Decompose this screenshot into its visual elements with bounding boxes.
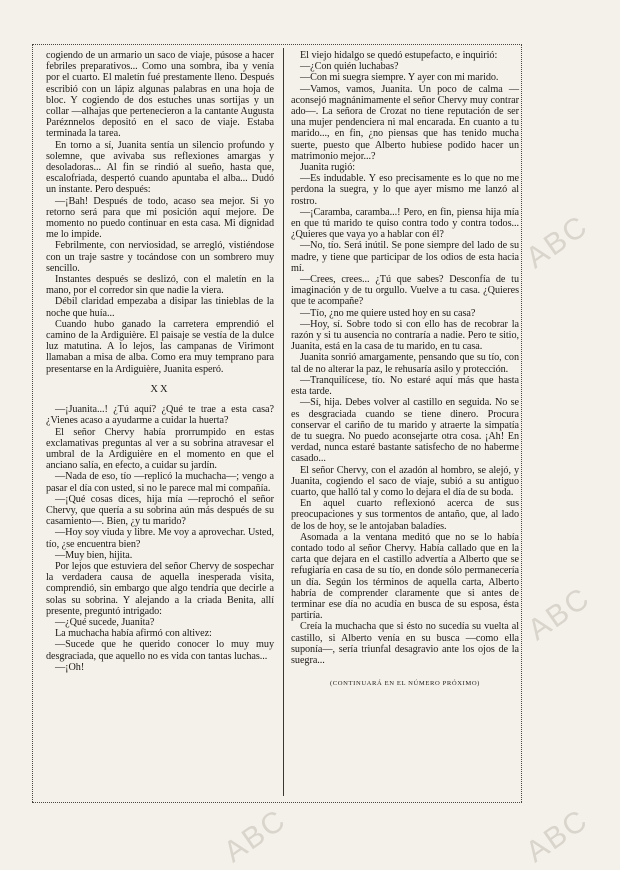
- chapter-heading: XX: [150, 383, 170, 395]
- paragraph: El señor Chervy había prorrumpido en estas exclamativas preguntas al ver a su sobrina atravesar el umbral de la Ardiguière en el momento en que el anciano salía, en efecto, a cuidar su jardín.: [46, 426, 274, 472]
- paragraph: En aquel cuarto reflexionó acerca de sus preocupaciones y sus tormentos de antaño, que, al lado de los de hoy, se le antojaban baladíes.: [291, 498, 519, 532]
- paragraph: —Crees, crees... ¿Tú que sabes? Desconfía de tu imaginación y de tu orgullo. Vuelve a tu casa. ¿Quieres que te acompañe?: [291, 274, 519, 308]
- paragraph: cogiendo de un armario un saco de viaje, púsose a hacer febriles preparativos... Como una sombra, iba y venía por el cuarto. El maletín fué prestamente lleno. Después escribió con un lápiz algunas palabras en una hoja de bloc. Y cogiendo de dos estuches unas sortijas y un collar —alhajas que pertenecieron a la cantante Augusta Paréznnelos depositó en el saco de viaje. Estaba terminada la tarea.: [46, 50, 274, 140]
- watermark: ABC: [520, 209, 595, 276]
- left-column: [46, 50, 274, 673]
- paragraph: El viejo hidalgo se quedó estupefacto, e inquirió:: [300, 50, 498, 61]
- paragraph: —Hoy soy viuda y libre. Me voy a aprovechar. Usted, tío, ¿se encuentra bien?: [46, 527, 274, 550]
- paragraph: —¡Oh!: [55, 661, 85, 673]
- paragraph: —¿Qué sucede, Juanita?: [55, 616, 155, 628]
- paragraph: —Con mi suegra siempre. Y ayer con mi marido.: [300, 72, 499, 84]
- paragraph: —Muy bien, hijita.: [55, 549, 133, 561]
- continuation-note: (CONTINUARÁ EN EL NÚMERO PRÓXIMO): [330, 680, 480, 688]
- paragraph: —¡Caramba, caramba...! Pero, en fin, piensa hija mía en que tú marido te quiso contra todo y contra todos... ¿Quieres que vaya yo a hablar con él?: [291, 206, 519, 241]
- paragraph: —Nada de eso, tío —replicó la muchacha—; vengo a pasar el día con usted, si no le parece mal mi compañía.: [46, 471, 274, 494]
- paragraph: La muchacha había afirmó con altivez:: [55, 628, 212, 640]
- paragraph: Juanita rugió:: [300, 162, 356, 174]
- watermark: ABC: [520, 803, 595, 870]
- paragraph: Instantes después se deslizó, con el maletín en la mano, por el corredor sin que nadie la viera.: [46, 274, 274, 297]
- paragraph: —Sucede que he querido conocer lo muy muy desgraciada, que aquello no es vida con tantas luchas...: [46, 639, 274, 662]
- paragraph: Cuando hubo ganado la carretera emprendió el camino de la Ardiguière. El paisaje se vestía de la dulce luz matutina. A lo lejos, las campanas de Virimont llamaban a misa de alba. Como era muy temprano para presentarse en la Ardiguière, Juanita esperó.: [46, 318, 274, 375]
- paragraph: El señor Chervy, con el azadón al hombro, se alejó, y Juanita, cogiendo el saco de viaje, subió a su antiguo cuarto, que halló tal y como lo dejara el día de su boda.: [291, 464, 519, 498]
- paragraph: Por lejos que estuviera del señor Chervy de sospechar la verdadera causa de aquella inesperada visita, comprendió, sin embargo que algo tendría que decirle a solas su sobrina. Y alejando a la criada Benita, allí presente, preguntó intrigado:: [46, 560, 274, 617]
- paragraph: Juanita sonrió amargamente, pensando que su tío, con tal de no alterar la paz, le rehusaría asilo y protección.: [291, 352, 519, 375]
- paragraph: —¡Juanita...! ¿Tú aquí? ¿Qué te trae a esta casa? ¿Vienes acaso a ayudarme a cuidar la huerta?: [46, 404, 274, 427]
- paragraph: —Sí, hija. Debes volver al castillo en seguida. No se es desgraciada cuando se tiene dinero. Procura conservar el cariño de tu marido y atraerte la simpatía de tu suegra. No puedo aconsejarte otra cosa. ¡Ah! En verdad, nunca estaré bastante satisfecho de no haberme casado...: [291, 397, 519, 465]
- watermark: ABC: [218, 803, 293, 870]
- paragraph: —Tío, ¿no me quiere usted hoy en su casa?: [300, 307, 476, 319]
- paragraph: —¡Bah! Después de todo, acaso sea mejor. Si yo retorno será para que mi posición aquí mejore. De momento no puedo continuar en esta casa. Mi dignidad me lo impide.: [46, 195, 274, 241]
- paragraph: —Vamos, vamos, Juanita. Un poco de calma —aconsejó magnánimamente el señor Chervy muy contrar ado—. La señora de Crozat no tiene reputación de ser una mujer pendenciera ni mal encarada. En cuanto a tu marido..., en fin, ¿no piensas que has tenido mucha suerte, puesto que Alberto hubiese podido hacer un matrimonio mejor...?: [291, 83, 519, 162]
- paragraph: —Hoy, sí. Sobre todo si con ello has de recobrar la razón y si tu ausencia no contraría a nadie. Pero te sitio, Juanita, está en la casa de tu marido, en tu casa.: [291, 318, 519, 353]
- paragraph: —Tranquilícese, tío. No estaré aquí más que hasta esta tarde.: [291, 374, 519, 398]
- paragraph: Febrilmente, con nerviosidad, se arregló, vistiéndose con un traje sastre y tocándose con un sombrero muy sencillo.: [46, 240, 274, 274]
- paragraph: Débil claridad empezaba a disipar las tinieblas de la noche que huía...: [46, 296, 274, 319]
- paragraph: —¿Con quién luchabas?: [300, 61, 399, 73]
- watermark: ABC: [522, 581, 597, 648]
- paragraph: Asomada a la ventana meditó que no se lo había contado todo al señor Chervy. Había callado que en la carta que dejara en el castillo advertía a Alberto que se refugiaría en casa de su tío, en donde sólo permanecería un día. Según los términos de aquella carta, Alberto habría de comprender claramente que si antes de terminar ese día no acudía en busca de su esposa, ésta partiría.: [291, 531, 519, 622]
- paragraph: —¡Qué cosas dices, hija mía —reprochó el señor Chervy, que quería a su sobrina aún más después de su casamiento—. Bien, ¿y tu marido?: [46, 493, 274, 528]
- paragraph: Creía la muchacha que si ésto no sucedía su vuelta al castillo, si Alberto venía en su busca —como ella suponía—, sería triunfal desagravio ante los ojos de la suegra...: [291, 621, 519, 666]
- paragraph: —Es indudable. Y eso precisamente es lo que no me perdona la suegra, y lo que ayer mismo me lanzó al rostro.: [291, 173, 519, 207]
- paragraph: —No, tío. Será inútil. Se pone siempre del lado de su madre, y tiene que participar de los odios de esta hacia mí.: [291, 240, 519, 274]
- right-column: [291, 50, 519, 689]
- paragraph: En torno a sí, Juanita sentía un silencio profundo y solemne, que avivaba sus reflexiones amargas y desoladoras... Al fin se rindió al sueño, hasta que, escalofriada, despertó cuando apuntaba el alba... Dudó un instante. Pero después:: [46, 139, 274, 196]
- column-divider: [283, 48, 284, 796]
